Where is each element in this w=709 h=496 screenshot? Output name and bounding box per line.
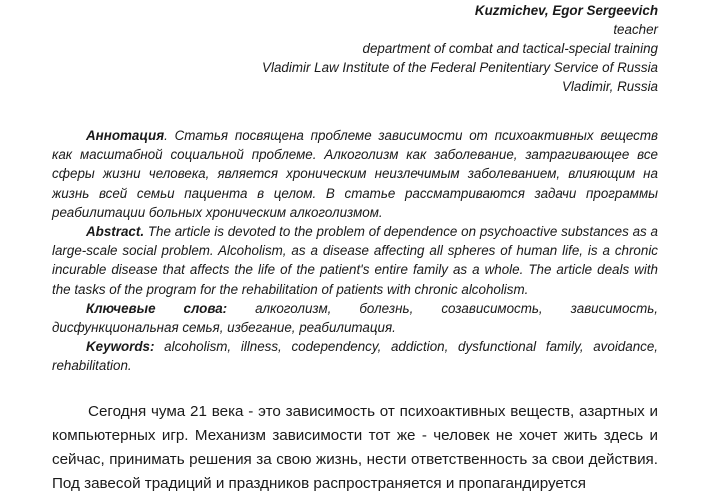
author-position: teacher bbox=[613, 22, 658, 37]
keywords-en-paragraph bbox=[52, 337, 658, 375]
keywords-en-label: Keywords: bbox=[86, 339, 155, 355]
abstract-block bbox=[52, 126, 658, 376]
author-city: Vladimir, Russia bbox=[562, 79, 658, 94]
annotation-paragraph bbox=[52, 126, 658, 222]
keywords-ru-paragraph bbox=[52, 299, 658, 337]
author-block bbox=[52, 1, 658, 96]
keywords-ru-label: Ключевые слова: bbox=[86, 300, 228, 316]
author-institution: Vladimir Law Institute of the Federal Penitentiary Service of Russia bbox=[262, 60, 658, 75]
abstract-paragraph bbox=[52, 222, 658, 299]
annotation-text: . Статья посвящена проблеме зависимости от психоактивных веществ как масштабной социальной проблеме. Алкоголизм как заболевание, затрагивающее все сферы жизни человека, является хроническим неизлечимым заболеванием, влияющим на жизнь всей семьи пациента в целом. В статье рассматриваются задачи программы реабилитации больных хроническим алкоголизмом. bbox=[52, 128, 658, 220]
body-paragraph: Сегодня чума 21 века - это зависимость от психоактивных веществ, азартных и компьютерных игр. Механизм зависимости тот же - человек не хочет жить здесь и сейчас, принимать решения за свою жизнь, нести ответственность за свои действия. Под завесой традиций и праздников распространяется и пропагандируется bbox=[52, 402, 658, 492]
abstract-label: Abstract. bbox=[86, 224, 145, 240]
article-page bbox=[52, 0, 658, 496]
keywords-en-text: alcoholism, illness, codependency, addiction, dysfunctional family, avoidance, rehabilitation. bbox=[52, 339, 658, 374]
body-text bbox=[52, 400, 658, 496]
keywords-ru-text: алкоголизм, болезнь, созависимость, зависимость, дисфункциональная семья, избегание, реабилитация. bbox=[52, 300, 659, 336]
author-name: Kuzmichev, Egor Sergeevich bbox=[474, 3, 658, 18]
abstract-text: The article is devoted to the problem of dependence on psychoactive substances as a large-scale social problem. Alcoholism, as a disease affecting all spheres of human life, is a chronic incurable disease that affects the life of the patient's entire family as a whole. The article deals with the tasks of the program for the rehabilitation of patients with chronic alcoholism. bbox=[52, 224, 658, 297]
annotation-label: Аннотация bbox=[86, 128, 165, 143]
author-department: department of combat and tactical-special training bbox=[362, 41, 658, 56]
